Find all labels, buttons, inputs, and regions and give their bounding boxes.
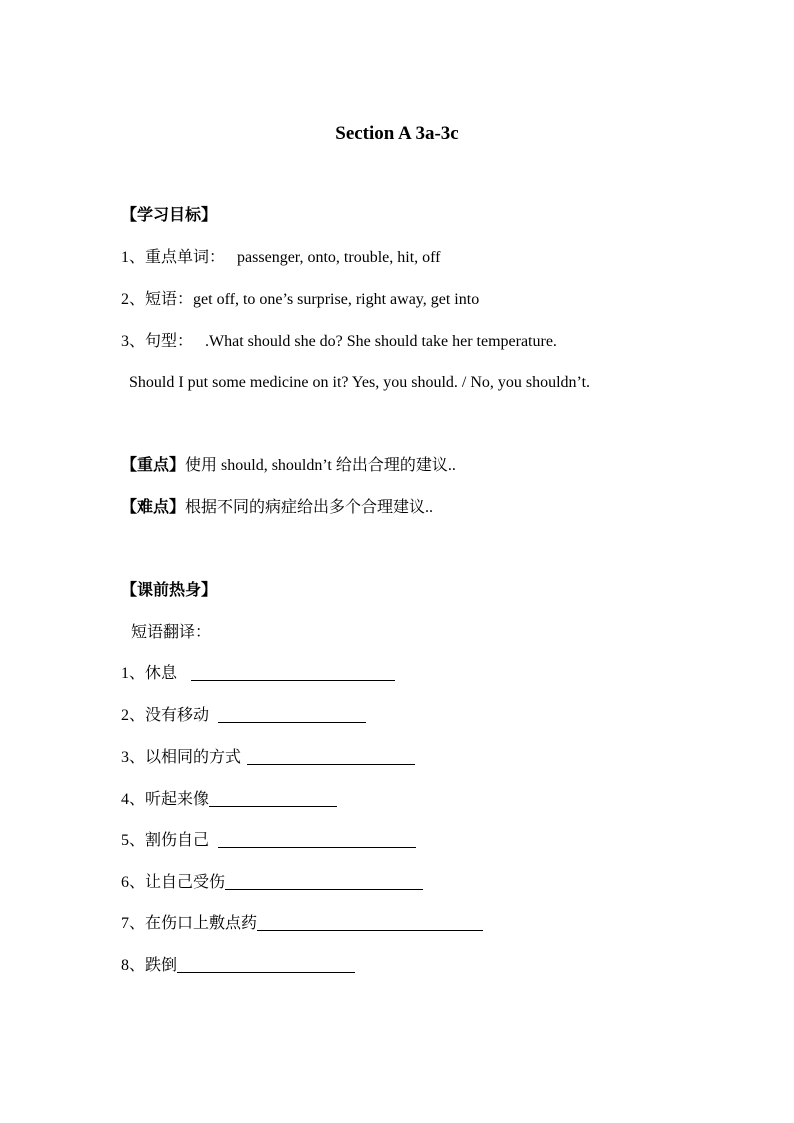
- item-number: 4、: [121, 791, 146, 808]
- item-number: 5、: [121, 832, 146, 849]
- list-item: [121, 789, 337, 811]
- list-item: [121, 872, 423, 894]
- answer-blank[interactable]: [218, 706, 366, 723]
- item-text: passenger, onto, trouble, hit, off: [237, 249, 441, 266]
- item-text: 没有移动: [145, 707, 210, 724]
- answer-blank[interactable]: [247, 748, 415, 765]
- answer-blank[interactable]: [191, 664, 395, 681]
- item-text: 在伤口上敷点药: [145, 915, 258, 932]
- item-number: 1、: [121, 665, 146, 682]
- answer-blank[interactable]: [257, 914, 483, 931]
- item-text: .What should she do? She should take her temperature.: [205, 333, 557, 350]
- key-point: [121, 455, 456, 477]
- item-number: 3、: [121, 333, 146, 350]
- objective-sentence-continuation: Should I put some medicine on it? Yes, you should. / No, you shouldn’t.: [129, 374, 591, 391]
- answer-blank[interactable]: [177, 956, 355, 973]
- key-point-text: 使用 should, shouldn’t 给出合理的建议..: [185, 457, 456, 474]
- item-number: 3、: [121, 749, 146, 766]
- difficult-point-label: 【难点】: [121, 499, 186, 516]
- answer-blank[interactable]: [218, 831, 416, 848]
- list-item: [121, 705, 366, 727]
- item-label: 短语：: [145, 291, 194, 308]
- item-number: 7、: [121, 915, 146, 932]
- answer-blank[interactable]: [209, 790, 337, 807]
- objective-item-phrases: [121, 289, 479, 311]
- objectives-header: 【学习目标】: [121, 207, 218, 224]
- objective-item-sentences: [121, 331, 557, 353]
- difficult-point: [121, 497, 433, 519]
- objective-item-words: [121, 247, 441, 269]
- answer-blank[interactable]: [225, 873, 423, 890]
- item-text: 以相同的方式: [145, 749, 242, 766]
- list-item: [121, 747, 415, 769]
- item-number: 1、: [121, 249, 146, 266]
- item-number: 2、: [121, 291, 146, 308]
- warmup-header: 【课前热身】: [121, 582, 218, 599]
- item-text: 割伤自己: [145, 832, 210, 849]
- warmup-subtitle: 短语翻译：: [131, 624, 212, 641]
- item-number: 6、: [121, 874, 146, 891]
- item-label: 重点单词：: [145, 249, 226, 266]
- key-point-label: 【重点】: [121, 457, 186, 474]
- item-number: 8、: [121, 957, 146, 974]
- list-item: [121, 955, 355, 977]
- item-text: get off, to one’s surprise, right away, get into: [193, 291, 480, 308]
- item-text: 跌倒: [145, 957, 178, 974]
- item-text: 休息: [145, 665, 178, 682]
- list-item: [121, 830, 416, 852]
- page-title: Section A 3a-3c: [335, 123, 459, 144]
- item-text: 听起来像: [145, 791, 210, 808]
- item-label: 句型：: [145, 333, 194, 350]
- list-item: [121, 663, 395, 685]
- difficult-point-text: 根据不同的病症给出多个合理建议..: [185, 499, 434, 516]
- item-number: 2、: [121, 707, 146, 724]
- list-item: [121, 913, 483, 935]
- item-text: 让自己受伤: [145, 874, 226, 891]
